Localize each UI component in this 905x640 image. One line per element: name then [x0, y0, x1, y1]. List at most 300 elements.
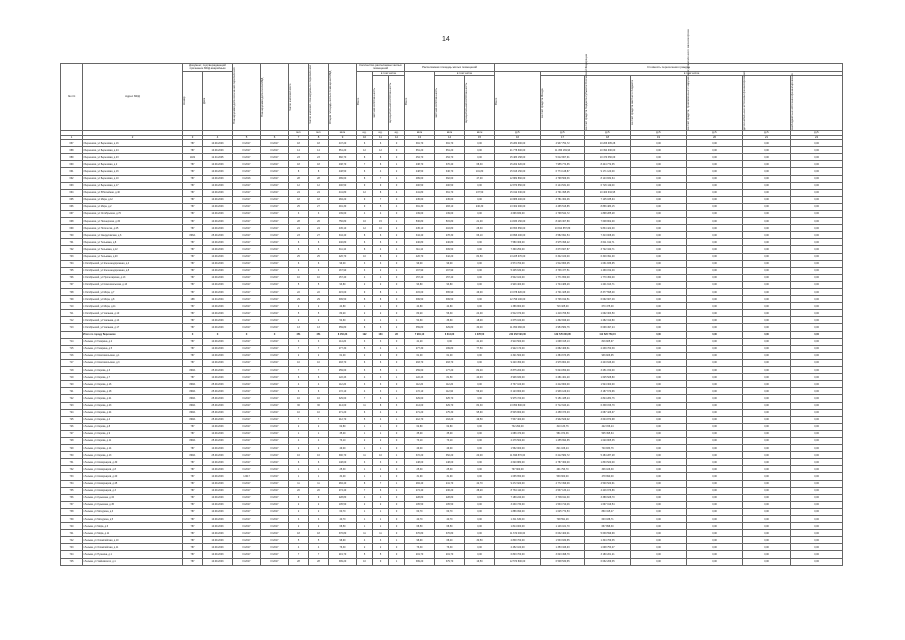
- table-row: [61, 281, 843, 288]
- table-row: [61, 140, 843, 147]
- table-cell: IV.2017: [261, 459, 289, 466]
- table-cell: 445,10: [329, 225, 357, 232]
- table-cell: 6: [357, 409, 373, 416]
- table-cell: п Октябрьский, ул Чапаева, д.10: [83, 310, 183, 317]
- table-cell: 105,50: [435, 501, 465, 508]
- table-cell: 710: [61, 303, 83, 310]
- table-cell: 3: [357, 459, 373, 466]
- table-row: [61, 359, 843, 366]
- table-cell: 6: [357, 359, 373, 366]
- table-cell: 438,70: [405, 161, 435, 168]
- table-cell: 694: [61, 189, 83, 196]
- table-cell: 41,20: [465, 338, 495, 345]
- table-cell: 0,00: [465, 352, 495, 359]
- table-cell: IV.2017: [261, 430, 289, 437]
- table-cell: 787: [183, 494, 203, 501]
- table-cell: 816 825,97: [585, 338, 631, 345]
- table-cell: 4: [289, 544, 309, 551]
- table-cell: 2: [309, 501, 329, 508]
- table-cell: 28: [289, 175, 309, 182]
- table-cell: 0: [389, 140, 405, 147]
- table-cell: 30,50: [465, 537, 495, 544]
- table-cell: г Лысьва, ул Кирова, д.16: [83, 381, 183, 388]
- table-cell: 787: [183, 147, 203, 154]
- table-cell: 157,40: [329, 274, 357, 281]
- table-cell: 0: [389, 303, 405, 310]
- table-cell: 0,00: [687, 473, 743, 480]
- table-cell: 23: [289, 232, 309, 239]
- table-cell: 12.04.2004: [203, 296, 233, 303]
- table-cell: 438,70: [329, 161, 357, 168]
- table-cell: 0,00: [687, 466, 743, 473]
- table-cell: 54,60: [405, 317, 435, 324]
- table-row: [61, 395, 843, 402]
- table-cell: III.2017: [233, 232, 261, 239]
- unit-cell: руб.: [743, 131, 791, 135]
- table-cell: г Лысьва, ул Кирова, д.11: [83, 437, 183, 444]
- table-cell: 0,00: [465, 508, 495, 515]
- table-cell: 692: [61, 175, 83, 182]
- table-cell: 0,00: [631, 140, 687, 147]
- table-cell: 2: [289, 352, 309, 359]
- table-cell: 2: [289, 317, 309, 324]
- table-cell: 3: [373, 388, 389, 395]
- table-cell: IV.2017: [261, 253, 289, 260]
- table-cell: 0,00: [743, 494, 791, 501]
- table-cell: 7: [373, 175, 389, 182]
- table-cell: 2 321 500,00: [495, 352, 541, 359]
- table-cell: 10.09.2003: [203, 338, 233, 345]
- table-cell: 1: [309, 473, 329, 480]
- table-cell: 112 526 759,15: [585, 331, 631, 338]
- table-cell: 10.09.2003: [203, 473, 233, 480]
- table-cell: 0,00: [687, 338, 743, 345]
- table-cell: 26: [309, 218, 329, 225]
- table-cell: 8: [289, 168, 309, 175]
- table-cell: 0: [389, 210, 405, 217]
- table-cell: 2 276 500,00: [495, 437, 541, 444]
- table-cell: г Березники, ул Березовая, д.23: [83, 154, 183, 161]
- table-cell: 0,00: [631, 445, 687, 452]
- table-cell: 62,80: [435, 423, 465, 430]
- table-cell: 1: [357, 445, 373, 452]
- table-cell: 727: [61, 430, 83, 437]
- table-cell: 62,80: [329, 423, 357, 430]
- table-cell: 0,00: [791, 508, 843, 515]
- table-cell: 0,00: [465, 423, 495, 430]
- table-cell: 0,00: [687, 494, 743, 501]
- table-cell: 0,00: [687, 409, 743, 416]
- table-cell: 0,00: [687, 480, 743, 487]
- table-cell: 93,80: [435, 281, 465, 288]
- header-address: Адрес МКД: [83, 64, 183, 131]
- table-cell: 3: [289, 210, 309, 217]
- table-cell: 4: [309, 544, 329, 551]
- table-cell: 31,90: [405, 473, 435, 480]
- table-cell: IV.2017: [261, 175, 289, 182]
- table-cell: III.2017: [233, 523, 261, 530]
- table-cell: 0,00: [631, 402, 687, 409]
- table-cell: 0,00: [465, 430, 495, 437]
- table-cell: 2: [389, 225, 405, 232]
- table-cell: г Лысьва, ул Комсомольская, д.1: [83, 352, 183, 359]
- table-cell: 376,80: [405, 530, 435, 537]
- table-cell: 3: [373, 374, 389, 381]
- table-cell: 0,00: [631, 253, 687, 260]
- table-cell: п Октябрьский, ул Комсомольская, д.13: [83, 281, 183, 288]
- table-cell: 707: [61, 281, 83, 288]
- table-cell: 0,00: [791, 494, 843, 501]
- table-cell: 0,00: [687, 374, 743, 381]
- table-cell: г Березники, ул Тельмана, д.12: [83, 246, 183, 253]
- table-cell: 709: [61, 296, 83, 303]
- table-cell: 36: [289, 402, 309, 409]
- table-row: [61, 182, 843, 189]
- table-cell: 4 465 516,85: [541, 203, 585, 210]
- table-cell: 4: [373, 345, 389, 352]
- table-cell: 245,60: [405, 196, 435, 203]
- table-cell: 787: [183, 182, 203, 189]
- table-cell: 1 061 836,95: [585, 260, 631, 267]
- table-cell: г Лысьва, ул Мира, д.6: [83, 523, 183, 530]
- table-cell: 0,00: [631, 459, 687, 466]
- table-cell: 0,00: [631, 161, 687, 168]
- table-cell: 3 906 930,00: [495, 374, 541, 381]
- table-cell: 10: [309, 359, 329, 366]
- table-cell: IV.2017: [261, 203, 289, 210]
- table-cell: 693: [61, 182, 83, 189]
- table-cell: 0,00: [743, 345, 791, 352]
- table-cell: 0,00: [791, 189, 843, 196]
- table-cell: IV.2017: [261, 544, 289, 551]
- table-cell: 4: [373, 246, 389, 253]
- table-cell: 9 834 422,00: [585, 225, 631, 232]
- table-cell: 0,00: [631, 296, 687, 303]
- table-cell: 0: [389, 551, 405, 558]
- table-cell: 732: [61, 466, 83, 473]
- table-cell: IV.2017: [261, 196, 289, 203]
- table-cell: 0,00: [631, 352, 687, 359]
- table-cell: 3 187 670,96: [585, 388, 631, 395]
- table-cell: 8: [357, 324, 373, 331]
- table-cell: 787: [183, 324, 203, 331]
- table-cell: г Лысьва, ул Олимпийская, д.10: [83, 537, 183, 544]
- table-cell: 787: [183, 303, 203, 310]
- table-cell: 0: [389, 473, 405, 480]
- table-cell: 1: [357, 423, 373, 430]
- table-cell: 2: [357, 352, 373, 359]
- table-cell: 212,70: [405, 416, 435, 423]
- table-cell: 9: [373, 182, 389, 189]
- table-cell: г Лысьва, ул Кирова, д.13: [83, 452, 183, 459]
- table-cell: III.2017: [233, 367, 261, 374]
- table-cell: 1182: [183, 154, 203, 161]
- table-cell: 13: [289, 324, 309, 331]
- table-cell: 10: [309, 409, 329, 416]
- table-cell: г Лысьва, ул Мичурина, д.5: [83, 516, 183, 523]
- table-row: [61, 516, 843, 523]
- table-cell: IV.2017: [261, 437, 289, 444]
- table-cell: 4: [389, 203, 405, 210]
- table-cell: 2: [309, 423, 329, 430]
- table-cell: 0: [389, 260, 405, 267]
- table-cell: 0,00: [687, 281, 743, 288]
- table-cell: 0,00: [465, 544, 495, 551]
- table-cell: 342,20: [435, 253, 465, 260]
- table-cell: 454,70: [405, 154, 435, 161]
- table-cell: 25.09.2003: [203, 452, 233, 459]
- table-cell: 0,00: [791, 558, 843, 565]
- table-cell: 0,00: [631, 544, 687, 551]
- table-cell: 15 192 330,00: [495, 189, 541, 196]
- table-cell: 1 384 673,05: [541, 352, 585, 359]
- table-row: [61, 551, 843, 558]
- table-cell: 370,40: [435, 161, 465, 168]
- table-cell: 7: [289, 416, 309, 423]
- table-cell: 6: [309, 260, 329, 267]
- table-cell: 6 092 907,49: [585, 296, 631, 303]
- table-cell: 6 508 530,65: [541, 558, 585, 565]
- table-cell: 8 377 595,00: [585, 289, 631, 296]
- table-cell: 0,00: [687, 423, 743, 430]
- table-cell: 0,00: [743, 218, 791, 225]
- table-cell: 1: [373, 317, 389, 324]
- table-cell: 7: [373, 196, 389, 203]
- table-cell: 61,00: [435, 352, 465, 359]
- table-cell: 25: [309, 253, 329, 260]
- table-cell: 0,00: [631, 487, 687, 494]
- table-row: [61, 459, 843, 466]
- table-cell: 25,30: [329, 466, 357, 473]
- table-cell: 536,80: [405, 218, 435, 225]
- table-cell: п Октябрьский, ул Мира, д.7: [83, 289, 183, 296]
- table-cell: 10.09.2003: [203, 210, 233, 217]
- table-cell: 8: [373, 189, 389, 196]
- table-cell: 0,00: [791, 537, 843, 544]
- table-cell: 6: [373, 232, 389, 239]
- table-cell: 1 201 913,71: [585, 281, 631, 288]
- table-cell: 11: [309, 480, 329, 487]
- table-cell: III.2017: [233, 218, 261, 225]
- table-cell: г Лысьва, ул Чайковского, д.1: [83, 558, 183, 565]
- table-cell: 10.09.2003: [203, 537, 233, 544]
- table-cell: 0,00: [465, 530, 495, 537]
- table-cell: 2 798 544,72: [541, 210, 585, 217]
- table-cell: 0,00: [791, 225, 843, 232]
- unit-cell: чел.: [309, 131, 329, 135]
- table-cell: 3: [309, 210, 329, 217]
- table-cell: 1 086 470,00: [495, 430, 541, 437]
- table-cell: 0,00: [791, 473, 843, 480]
- table-cell: 0,00: [791, 402, 843, 409]
- table-cell: IV.2017: [261, 324, 289, 331]
- header-area-incl: в том числе: [435, 71, 495, 75]
- table-cell: 720: [61, 381, 83, 388]
- table-cell: 0,00: [631, 274, 687, 281]
- table-cell: IV.2017: [261, 508, 289, 515]
- table-cell: г Березники, ул Тельмана, д.20: [83, 253, 183, 260]
- table-cell: 0,00: [687, 182, 743, 189]
- table-cell: 114,20: [329, 338, 357, 345]
- table-cell: 2 936 129,04: [541, 388, 585, 395]
- table-cell: 4: [289, 381, 309, 388]
- table-cell: 0,00: [791, 331, 843, 338]
- table-cell: 228,80: [435, 494, 465, 501]
- table-cell: 12 570 800,00: [495, 558, 541, 565]
- table-cell: 13: [309, 324, 329, 331]
- table-cell: 0,00: [687, 437, 743, 444]
- table-cell: 3: [289, 267, 309, 274]
- table-cell: 9 975 720,00: [495, 395, 541, 402]
- table-cell: 708 591,29: [541, 516, 585, 523]
- table-cell: 0,00: [631, 523, 687, 530]
- table-cell: III.2017: [233, 544, 261, 551]
- header-num: № п/п: [61, 64, 83, 131]
- table-cell: 82,40: [465, 367, 495, 374]
- table-cell: 0,00: [631, 310, 687, 317]
- table-cell: г Березники, ул Березовая, д.17: [83, 182, 183, 189]
- column-number-cell: 15: [465, 135, 495, 139]
- table-cell: г Лысьва, ул Кирова, д.7: [83, 374, 183, 381]
- table-cell: 4: [373, 494, 389, 501]
- table-row: [61, 239, 843, 246]
- table-cell: 2: [289, 508, 309, 515]
- table-cell: 10.09.2003: [203, 168, 233, 175]
- table-cell: 0,00: [631, 381, 687, 388]
- table-cell: 0,00: [743, 416, 791, 423]
- column-number-cell: 9: [329, 135, 357, 139]
- table-cell: 713: [61, 324, 83, 331]
- table-cell: 5: [357, 345, 373, 352]
- table-cell: 0,00: [465, 551, 495, 558]
- table-cell: 3 180 201,21: [585, 551, 631, 558]
- table-cell: 740: [61, 523, 83, 530]
- table-cell: 9 220 450,00: [495, 359, 541, 366]
- table-cell: 2: [373, 501, 389, 508]
- table-cell: 2: [289, 501, 309, 508]
- table-cell: 3: [309, 516, 329, 523]
- table-cell: г Лысьва, ул Коммунаров, д.8: [83, 466, 183, 473]
- table-cell: III.2017: [233, 501, 261, 508]
- table-row: [61, 296, 843, 303]
- column-number-cell: 13: [405, 135, 435, 139]
- table-cell: 787: [183, 196, 203, 203]
- table-cell: 391,70: [405, 140, 435, 147]
- table-cell: 10.09.2003: [203, 182, 233, 189]
- table-cell: 12: [289, 182, 309, 189]
- table-cell: 1 020 805,35: [585, 437, 631, 444]
- table-cell: 2: [357, 501, 373, 508]
- table-cell: 99,00: [435, 260, 465, 267]
- table-cell: 0,00: [791, 501, 843, 508]
- table-cell: 10 896 400,00: [495, 232, 541, 239]
- table-cell: IV.2017: [261, 182, 289, 189]
- table-cell: 346,70: [435, 168, 465, 175]
- column-number-cell: 10: [357, 135, 373, 139]
- table-cell: 0,00: [465, 381, 495, 388]
- table-cell: 18: [309, 161, 329, 168]
- table-cell: 5: [357, 551, 373, 558]
- table-cell: 1 770 450,00: [585, 274, 631, 281]
- table-cell: III.2017: [233, 445, 261, 452]
- table-cell: III.2017: [233, 317, 261, 324]
- table-cell: 1: [373, 303, 389, 310]
- table-cell: 10.09.2003: [203, 423, 233, 430]
- table-cell: 16: [357, 218, 373, 225]
- table-cell: 787: [183, 218, 203, 225]
- table-cell: IV.2017: [261, 168, 289, 175]
- table-cell: IV.2017: [261, 352, 289, 359]
- table-cell: 98,90: [405, 537, 435, 544]
- column-number-cell: 12: [389, 135, 405, 139]
- table-cell: 787: [183, 501, 203, 508]
- table-cell: 667: [61, 140, 83, 147]
- table-cell: 8 875 200,00: [495, 367, 541, 374]
- table-cell: 10.09.2003: [203, 175, 233, 182]
- table-cell: 0,00: [743, 352, 791, 359]
- table-cell: III.2017: [233, 558, 261, 565]
- table-cell: 1 512 863,05: [541, 260, 585, 267]
- table-cell: 787: [183, 537, 203, 544]
- table-cell: 4 791 395,05: [541, 189, 585, 196]
- table-cell: 5 151 435,24: [541, 395, 585, 402]
- table-cell: 899/1: [183, 437, 203, 444]
- table-cell: 0,00: [743, 544, 791, 551]
- table-cell: 0,00: [631, 345, 687, 352]
- table-cell: г Лысьва, ул Кирова, д.8: [83, 423, 183, 430]
- table-cell: 0: [389, 352, 405, 359]
- table-cell: 4: [309, 381, 329, 388]
- table-cell: 1 146 101,70: [541, 523, 585, 530]
- table-cell: 0,00: [687, 537, 743, 544]
- table-cell: 0,00: [631, 501, 687, 508]
- table-cell: 25,30: [405, 466, 435, 473]
- table-cell: 12.04.2005: [203, 154, 233, 161]
- table-cell: 0,00: [631, 210, 687, 217]
- table-cell: 41,20: [405, 338, 435, 345]
- table-cell: 515,80: [435, 218, 465, 225]
- table-cell: 68,50: [405, 523, 435, 530]
- table-cell: 13 302 000,00: [495, 203, 541, 210]
- table-row: [61, 508, 843, 515]
- table-cell: 10.09.2003: [203, 246, 233, 253]
- table-row: [61, 367, 843, 374]
- table-cell: IV.2017: [261, 494, 289, 501]
- table-cell: 129 725 830,85: [541, 331, 585, 338]
- table-cell: 936 826,95: [585, 352, 631, 359]
- table-cell: 20 653 650,00: [495, 225, 541, 232]
- table-cell: 6 349 391,00: [585, 253, 631, 260]
- table-cell: 787: [183, 274, 203, 281]
- table-cell: 787: [183, 352, 203, 359]
- table-cell: 0,00: [743, 388, 791, 395]
- table-cell: 271,20: [329, 409, 357, 416]
- table-cell: 787: [183, 530, 203, 537]
- table-cell: 399,50: [405, 296, 435, 303]
- table-cell: 0,00: [791, 289, 843, 296]
- table-cell: IV.2017: [261, 310, 289, 317]
- table-cell: 0: [389, 296, 405, 303]
- table-cell: 422 156,24: [585, 423, 631, 430]
- table-cell: 730: [61, 452, 83, 459]
- table-cell: г Лысьва, ул Комсомольская, д.3: [83, 359, 183, 366]
- table-row: [61, 445, 843, 452]
- table-cell: 6: [357, 367, 373, 374]
- table-cell: 0: [389, 508, 405, 515]
- table-cell: 743: [61, 544, 83, 551]
- table-cell: 148,00: [435, 459, 465, 466]
- table-cell: 4: [373, 168, 389, 175]
